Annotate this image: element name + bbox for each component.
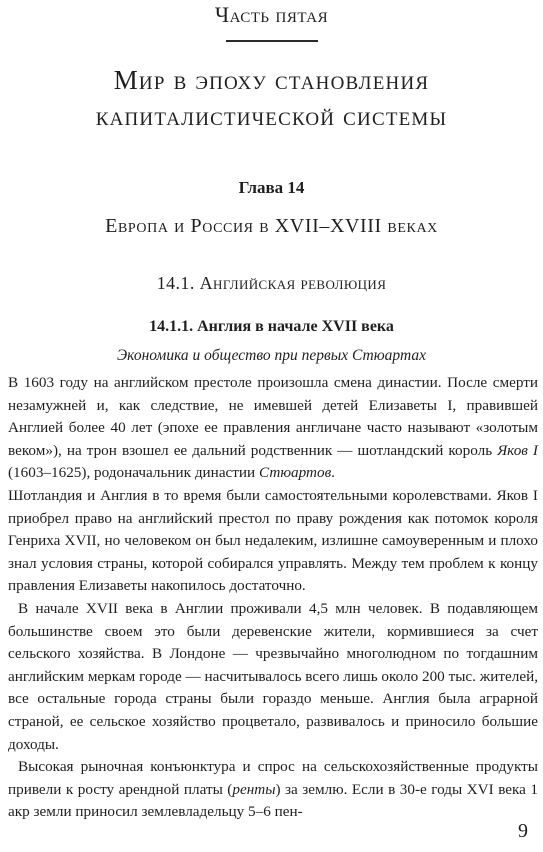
paragraph-4-italic-a: ренты xyxy=(232,780,276,798)
subsection-title: 14.1.1. Англия в начале XVII века xyxy=(149,318,394,335)
main-title xyxy=(0,62,543,134)
paragraph-1-text-a: В 1603 году на английском престоле произошла смена династии. После смерти незамужней и, как следствие, не имевшей детей Елизаветы I, правившей Англией более 40 лет (эпохе ее правления англичане часто называют «золотым веком»), на трон взошел ее дальний родственник — шотландский король xyxy=(8,374,538,459)
paragraph-4-text-a: Высокая рыночная конъюнктура и спрос на сельскохозяйственные продукты привели к росту арендной платы ( xyxy=(8,758,538,798)
paragraph-4 xyxy=(8,756,538,824)
chapter-title: Европа и Россия в XVII–XVIII веках xyxy=(105,215,438,237)
main-title-line-2: капиталистической системы xyxy=(95,101,448,131)
paragraph-4-text-b: ) за землю. Если в 30-е годы XVI века 1 акр земли приносил землевладельцу 5–6 пен- xyxy=(8,780,539,821)
paragraph-1-text-b: (1603–1625), родоначальник династии xyxy=(8,464,259,482)
paragraph-3: В начале XVII века в Англии проживали 4,5 млн человек. В подавляющем большинстве своем это были деревенские жители, кормившиеся за счет сельского хозяйства. В Лондоне — чрезвычайно многолюдном по тогдашним английским меркам городе — насчитывалось всего лишь около 200 тыс. жителей, все остальные города страны были гораздо меньше. Англия была аграрной страной, ее сельское хозяйство процветало, развивалось и приносило большие доходы. xyxy=(8,599,538,753)
chapter-number: Глава 14 xyxy=(238,178,305,197)
main-title-line-1: Мир в эпоху становления xyxy=(113,65,430,95)
body-text xyxy=(8,372,538,824)
paragraph-1-text-c: . xyxy=(331,464,335,482)
paragraph-1-italic-a: Яков I xyxy=(497,441,538,459)
part-divider xyxy=(226,40,318,42)
part-title: Часть пятая xyxy=(214,2,329,27)
section-title: 14.1. Английская революция xyxy=(156,273,387,293)
paragraph-1 xyxy=(8,372,538,485)
page-number: 9 xyxy=(518,820,528,842)
paragraph-2: Шотландия и Англия в то время были самостоятельными королевствами. Яков I приобрел право на английский престол по праву рождения как потомок короля Генриха XVII, но человеком он был недалеким, излишне самоуверенным и плохо знал условия страны, которой собирался управлять. Между тем проблем к концу правления Елизаветы накопилось достаточно. xyxy=(8,486,538,595)
paragraph-1-italic-b: Стюартов xyxy=(259,464,332,482)
subheading: Экономика и общество при первых Стюартах xyxy=(117,347,426,364)
